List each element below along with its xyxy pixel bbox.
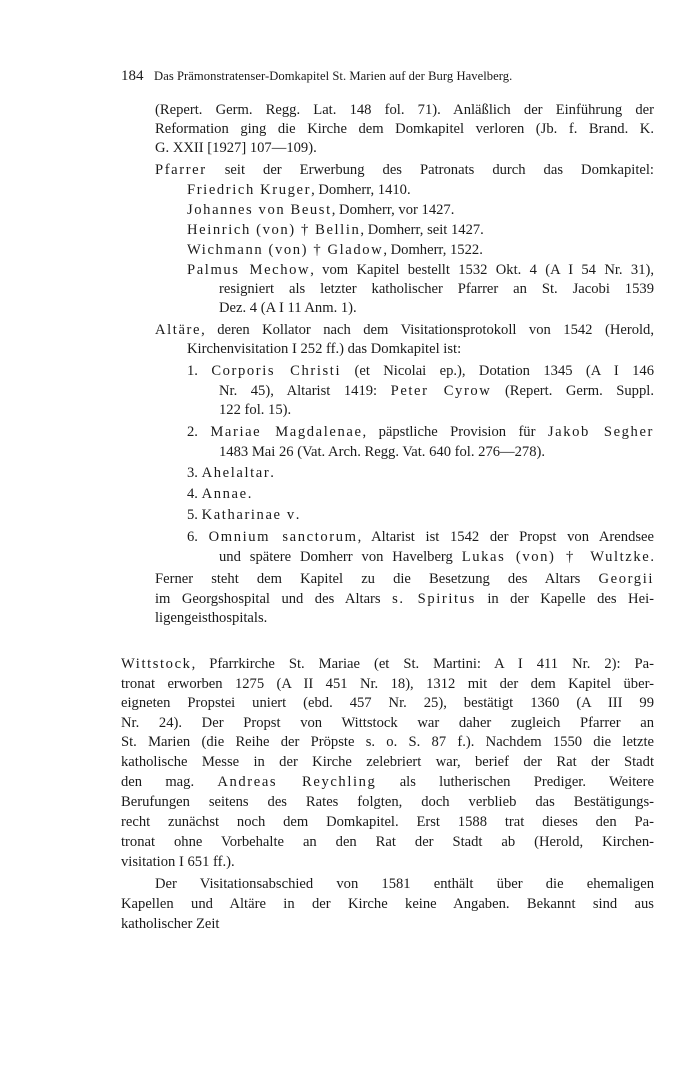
text-run: als lutherischen Prediger. Weitere — [376, 774, 655, 790]
text-line — [155, 101, 654, 120]
text-run: (Repert. Germ. Suppl. — [491, 383, 654, 399]
text-run: 122 fol. 15). — [219, 402, 292, 418]
text-run: (et Nicolai ep.), Dotation 1345 (A I 146 — [341, 363, 655, 379]
spaced-name: Johannes von Beust — [187, 202, 332, 218]
text-run: , deren Kollator nach dem Visitationsprotokoll von 1542 (Herold, — [201, 322, 654, 338]
text-run: Reformation ging die Kirche dem Domkapitel verloren (Jb. f. Brand. K. — [155, 121, 654, 137]
text-line — [219, 443, 545, 462]
text-line — [121, 793, 654, 812]
text-line — [219, 401, 291, 420]
text-line — [121, 813, 654, 832]
text-run: 3. — [187, 465, 202, 481]
running-title: Das Prämonstratenser-Domkapitel St. Marien auf der Burg Havelberg. — [154, 69, 513, 83]
text-line — [219, 382, 654, 401]
text-line — [219, 299, 357, 318]
text-line — [155, 321, 654, 340]
text-line — [155, 875, 654, 894]
text-run: resigniert als letzter katholischer Pfarrer an St. Jacobi 1539 — [219, 281, 654, 297]
text-line — [121, 915, 219, 934]
text-line — [121, 733, 654, 752]
text-run: den mag. — [121, 774, 218, 790]
text-line — [187, 485, 251, 504]
text-run: Nr. 45), Altarist 1419: — [219, 383, 391, 399]
text-run: , päpstliche Provision für — [362, 424, 548, 440]
text-line — [121, 655, 654, 674]
text-run: , Domherr, 1522. — [383, 242, 483, 258]
text-run: seit der Erwerbung des Patronats durch das Domkapitel: — [206, 162, 654, 178]
text-line — [219, 280, 654, 299]
spaced-name: s. Spiritus — [392, 591, 476, 607]
text-line — [187, 201, 454, 220]
text-run: , Domherr, seit 1427. — [360, 222, 484, 238]
spaced-name: Wittstock — [121, 656, 192, 672]
page-number: 184 — [121, 68, 144, 84]
text-run: katholischer Zeit — [121, 916, 220, 932]
text-line — [187, 423, 654, 442]
text-line — [155, 139, 317, 158]
text-run: St. Marien (die Reihe der Pröpste s. o. S. 87 f.). Nachdem 1550 die letzte — [121, 734, 654, 750]
text-run: 2. — [187, 424, 211, 440]
text-run: . — [270, 465, 274, 481]
text-run: eigneten Propstei uniert (ebd. 457 Nr. 25), bestätigt 1360 (A III 99 — [121, 695, 654, 711]
text-line — [121, 773, 654, 792]
text-run: 4. — [187, 486, 202, 502]
spaced-name: Corporis Christi — [211, 363, 342, 379]
spaced-name: Palmus Mechow — [187, 262, 311, 278]
text-run: 1483 Mai 26 (Vat. Arch. Regg. Vat. 640 fol. 276—278). — [219, 444, 546, 460]
text-run: visitation I 651 ff.). — [121, 854, 235, 870]
text-run: Kapellen und Altäre in der Kirche keine Angaben. Bekannt sind aus — [121, 896, 654, 912]
spaced-name: Altäre — [155, 322, 202, 338]
spaced-name: Ahelaltar — [201, 465, 271, 481]
spaced-name: Lukas (von) † Wultzke — [461, 549, 651, 565]
spaced-name: Andreas Reychling — [217, 774, 377, 790]
text-run: 6. — [187, 529, 209, 545]
text-run: , Pfarrkirche St. Mariae (et St. Martini: A I 411 Nr. 2): Pa- — [191, 656, 654, 672]
text-line — [121, 694, 654, 713]
text-line — [155, 161, 654, 180]
text-run: im Georgshospital und des Altars — [155, 591, 393, 607]
text-run: . — [650, 549, 655, 565]
text-run: katholische Messe in der Kirche zelebriert war, berief der Rat der Stadt — [121, 754, 654, 770]
spaced-name: Heinrich (von) † Bellin — [187, 222, 361, 238]
text-run: in der Kapelle des Hei- — [475, 591, 654, 607]
text-run: Ferner steht dem Kapitel zu die Besetzung des Altars — [155, 571, 599, 587]
text-line — [187, 464, 274, 483]
text-line — [187, 261, 654, 280]
text-line — [121, 753, 654, 772]
spaced-name: Jakob Segher — [547, 424, 654, 440]
spaced-name: Omnium sanctorum — [208, 529, 358, 545]
text-run: Berufungen seitens des Rates folgten, doch verblieb das Bestätigungs- — [121, 794, 654, 810]
text-line — [187, 528, 654, 547]
text-run: tronat ohne Vorbehalte an den Rat der Stadt ab (Herold, Kirchen- — [121, 834, 654, 850]
spaced-name: Annae — [201, 486, 248, 502]
text-run: , vom Kapitel bestellt 1532 Okt. 4 (A I 54 Nr. 31), — [310, 262, 654, 278]
text-run: Der Visitationsabschied von 1581 enthält über die ehemaligen — [155, 876, 654, 892]
text-run: (Repert. Germ. Regg. Lat. 148 fol. 71). Anläßlich der Einführung der — [155, 102, 654, 118]
spaced-name: Mariae Magdalenae — [210, 424, 363, 440]
text-line — [187, 181, 411, 200]
text-run: recht zunächst noch dem Domkapitel. Erst 1588 trat dieses den Pa- — [121, 814, 654, 830]
text-run: tronat erworben 1275 (A II 451 Nr. 18), 1312 mit der dem Kapitel über- — [121, 676, 654, 692]
text-run: Kirchenvisitation I 252 ff.) das Domkapitel ist: — [187, 341, 462, 357]
text-run: , Domherr, 1410. — [311, 182, 411, 198]
spaced-name: Georgii — [598, 571, 654, 587]
text-line — [187, 221, 484, 240]
text-run: 1. — [187, 363, 212, 379]
text-run: . — [247, 486, 252, 502]
spaced-name: Katharinae v — [201, 507, 296, 523]
text-line — [121, 675, 654, 694]
text-line — [121, 714, 654, 733]
text-line — [121, 895, 654, 914]
text-line — [155, 590, 654, 609]
text-line — [187, 506, 299, 525]
text-run: ligengeisthospitals. — [155, 610, 268, 626]
text-line — [155, 120, 654, 139]
spaced-name: Peter Cyrow — [390, 383, 492, 399]
text-run: und spätere Domherr von Havelberg — [219, 549, 462, 565]
text-line — [121, 853, 235, 872]
spaced-name: Friedrich Kruger — [187, 182, 312, 198]
text-run: Dez. 4 (A I 11 Anm. 1). — [219, 300, 357, 316]
text-line — [155, 609, 267, 628]
running-header — [121, 68, 661, 85]
text-line — [121, 833, 654, 852]
text-line — [219, 548, 654, 567]
text-line — [187, 362, 654, 381]
text-line — [187, 241, 483, 260]
spaced-name: Pfarrer — [155, 162, 207, 178]
text-run: Nr. 24). Der Propst von Wittstock war daher zugleich Pfarrer an — [121, 715, 654, 731]
spaced-name: Wichmann (von) † Gladow — [187, 242, 384, 258]
text-run: , Domherr, vor 1427. — [331, 202, 455, 218]
text-line — [187, 340, 461, 359]
text-run: G. XXII [1927] 107—109). — [155, 140, 317, 156]
text-run: . — [295, 507, 300, 523]
text-run: , Altarist ist 1542 der Propst von Arendsee — [357, 529, 654, 545]
text-run: 5. — [187, 507, 202, 523]
text-line — [155, 570, 654, 589]
